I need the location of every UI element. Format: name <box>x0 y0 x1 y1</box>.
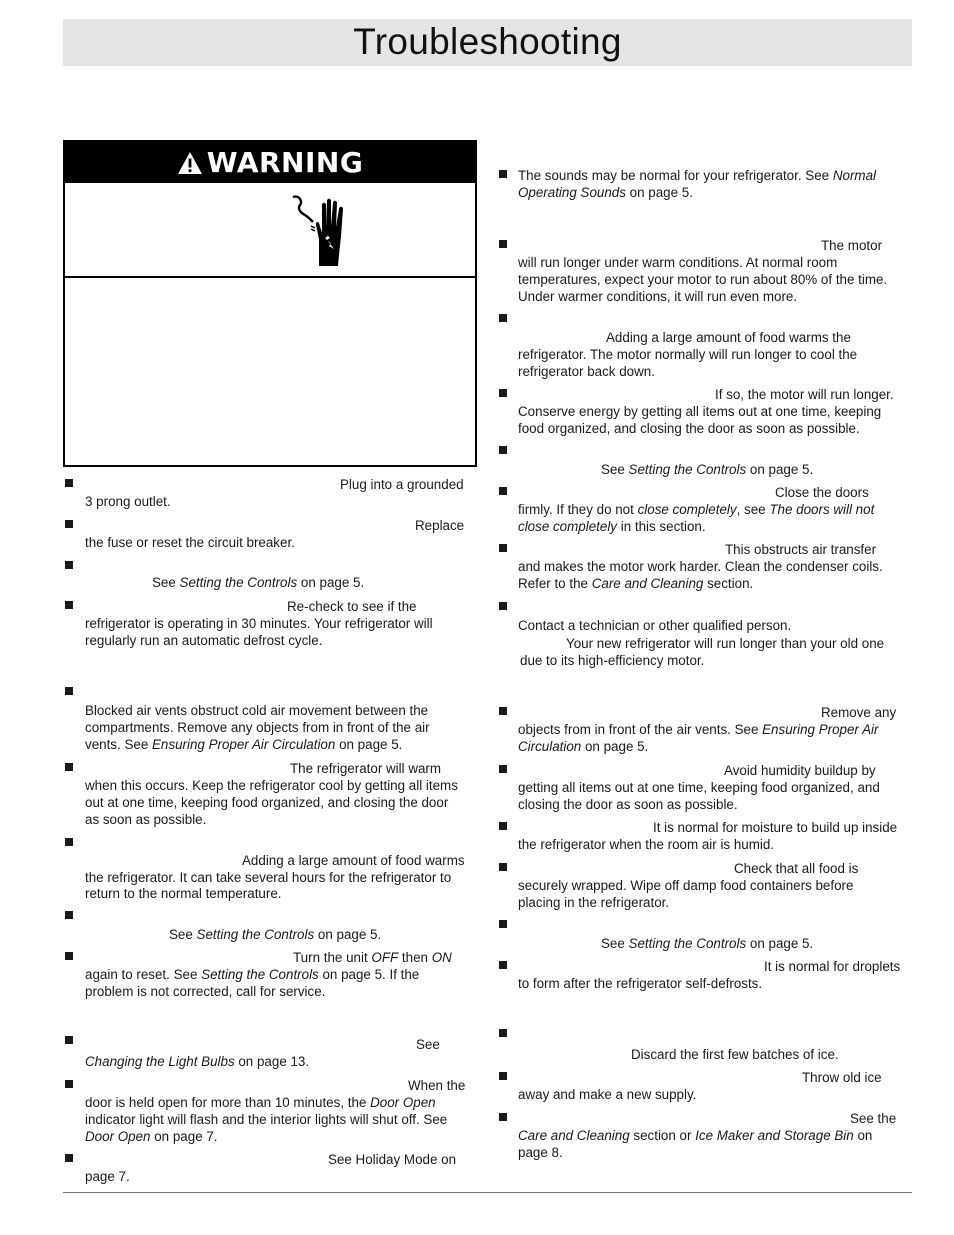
solution-text-line: Turn the unit OFF then ON <box>293 950 452 965</box>
solution-text-line: when this occurs. Keep the refrigerator cool by getting all items <box>85 778 458 793</box>
solution-text-line: will run longer under warm conditions. At normal room <box>518 255 838 270</box>
bullet-icon <box>499 822 507 830</box>
solution-text-line: due to its high-efficiency motor. <box>520 653 705 668</box>
bullet-icon <box>499 765 507 773</box>
solution-text-line: page 8. <box>518 1145 563 1160</box>
solution-text-line: objects from in front of the air vents. See Ensuring Proper Air <box>518 722 879 737</box>
electrical-shock-hand-icon <box>289 191 361 269</box>
bullet-icon <box>499 170 507 178</box>
warning-header <box>65 142 475 183</box>
title-bar <box>63 19 912 66</box>
solution-text-line: See Setting the Controls on page 5. <box>169 927 382 942</box>
solution-text-line: The refrigerator will warm <box>290 761 442 776</box>
solution-text-line: to form after the refrigerator self-defrosts. <box>518 976 763 991</box>
bullet-icon <box>499 1113 507 1121</box>
solution-text-line: compartments. Remove any objects from in front of the air <box>85 720 430 735</box>
solution-text-line: getting all items out at one time, keeping food organized, and <box>518 780 880 795</box>
solution-text-line: Circulation on page 5. <box>518 739 649 754</box>
solution-text-line: regularly run an automatic defrost cycle. <box>85 633 323 648</box>
bullet-icon <box>65 1036 73 1044</box>
solution-text-line: again to reset. See Setting the Controls on page 5. If the <box>85 967 420 982</box>
solution-text-line: indicator light will flash and the interior lights will shut off. See <box>85 1112 448 1127</box>
solution-text-line: Plug into a grounded <box>340 477 464 492</box>
bullet-icon <box>65 1154 73 1162</box>
solution-text-line: vents. See Ensuring Proper Air Circulation on page 5. <box>85 737 403 752</box>
solution-text-line: Care and Cleaning section or Ice Maker and Storage Bin on <box>518 1128 873 1143</box>
solution-text-line: It is normal for moisture to build up inside <box>653 820 898 835</box>
bullet-icon <box>65 601 73 609</box>
bullet-icon <box>65 479 73 487</box>
bullet-icon <box>65 952 73 960</box>
bullet-icon <box>499 314 507 322</box>
bullet-icon <box>499 707 507 715</box>
solution-text-line: Your new refrigerator will run longer than your old one <box>566 636 885 651</box>
solution-text-line: the refrigerator. It can take several hours for the refrigerator to <box>85 870 452 885</box>
solution-text-line: temperatures, expect your motor to run about 80% of the time. <box>518 272 888 287</box>
solution-text-line: The sounds may be normal for your refrigerator. See Normal <box>518 168 876 183</box>
bullet-icon <box>499 240 507 248</box>
solution-text-line: Replace <box>415 518 465 533</box>
solution-text-line: It is normal for droplets <box>764 959 901 974</box>
bullet-icon <box>499 961 507 969</box>
solution-text-line: 3 prong outlet. <box>85 494 171 509</box>
bullet-icon <box>499 446 507 454</box>
solution-text-line: Door Open on page 7. <box>85 1129 218 1144</box>
warning-triangle-icon <box>177 151 203 175</box>
bullet-icon <box>499 920 507 928</box>
solution-text-line: return to the normal temperature. <box>85 886 282 901</box>
solution-text-line: away and make a new supply. <box>518 1087 697 1102</box>
solution-text-line: food organized, and closing the door as soon as possible. <box>518 421 860 436</box>
bullet-icon <box>65 763 73 771</box>
solution-text-line: refrigerator is operating in 30 minutes. Your refrigerator will <box>85 616 433 631</box>
solution-text-line: Adding a large amount of food warms the <box>606 330 851 345</box>
solution-text-line: Re-check to see if the <box>287 599 417 614</box>
solution-text-line: close completely in this section. <box>518 519 706 534</box>
solution-text-line: problem is not corrected, call for service. <box>85 984 326 999</box>
solution-text-line: The motor <box>821 238 883 253</box>
solution-text-line: Check that all food is <box>734 861 859 876</box>
solution-text-line: Remove any <box>821 705 897 720</box>
solution-text-line: Blocked air vents obstruct cold air movement between the <box>85 703 429 718</box>
bullet-icon <box>65 911 73 919</box>
solution-text-line: See <box>416 1037 440 1052</box>
solution-text-line: placing in the refrigerator. <box>518 895 670 910</box>
solution-text-line: See Setting the Controls on page 5. <box>152 575 365 590</box>
solution-text-line: Changing the Light Bulbs on page 13. <box>85 1054 310 1069</box>
solution-text-line: See the <box>850 1111 897 1126</box>
solution-text-line: This obstructs air transfer <box>725 542 877 557</box>
bottom-rule <box>63 1192 912 1193</box>
bullet-icon <box>65 838 73 846</box>
bullet-icon <box>499 863 507 871</box>
solution-text-line: page 7. <box>85 1169 130 1184</box>
solution-text-line: Refer to the Care and Cleaning section. <box>518 576 754 591</box>
solution-text-line: and makes the motor work harder. Clean the condenser coils. <box>518 559 883 574</box>
solution-text-line: Throw old ice <box>802 1070 882 1085</box>
solution-text-line: See Setting the Controls on page 5. <box>601 462 814 477</box>
warning-icon-row <box>65 183 475 278</box>
solution-text-line: When the <box>408 1078 466 1093</box>
solution-text-line: See Setting the Controls on page 5. <box>601 936 814 951</box>
bullet-icon <box>499 544 507 552</box>
bullet-icon <box>499 389 507 397</box>
solution-text-line: Avoid humidity buildup by <box>724 763 876 778</box>
page-title: Troubleshooting <box>353 21 622 62</box>
solution-text-line: refrigerator. The motor normally will run longer to cool the <box>518 347 858 362</box>
warning-box <box>63 140 477 467</box>
bullet-icon <box>65 687 73 695</box>
solution-text-line: Discard the first few batches of ice. <box>631 1047 839 1062</box>
solution-text-line: the refrigerator when the room air is humid. <box>518 837 775 852</box>
solution-text-line: Adding a large amount of food warms <box>242 853 465 868</box>
solution-text-line: Under warmer conditions, it will run even more. <box>518 289 798 304</box>
bullet-icon <box>65 561 73 569</box>
bullet-icon <box>65 520 73 528</box>
solution-text-line: out at one time, keeping food organized, and closing the door <box>85 795 449 810</box>
solution-text-line: Close the doors <box>775 485 869 500</box>
solution-text-line: as soon as possible. <box>85 812 207 827</box>
solution-text-line: door is held open for more than 10 minutes, the Door Open <box>85 1095 436 1110</box>
solution-text-line: See Holiday Mode on <box>328 1152 457 1167</box>
solution-text-line: firmly. If they do not close completely, see The doors will not <box>518 502 875 517</box>
solution-text-line: If so, the motor will run longer. <box>715 387 894 402</box>
solution-text-line: Contact a technician or other qualified person. <box>518 618 792 633</box>
bullet-icon <box>499 487 507 495</box>
bullet-icon <box>499 1029 507 1037</box>
bullet-icon <box>65 1080 73 1088</box>
bullet-icon <box>499 1072 507 1080</box>
bullet-icon <box>499 602 507 610</box>
warning-label: WARNING <box>206 146 364 179</box>
solution-text-line: Operating Sounds on page 5. <box>518 185 693 200</box>
solution-text-line: securely wrapped. Wipe off damp food containers before <box>518 878 854 893</box>
solution-text-line: the fuse or reset the circuit breaker. <box>85 535 295 550</box>
solution-text-line: refrigerator back down. <box>518 364 655 379</box>
solution-text-line: Conserve energy by getting all items out at one time, keeping <box>518 404 882 419</box>
solution-text-line: closing the door as soon as possible. <box>518 797 738 812</box>
